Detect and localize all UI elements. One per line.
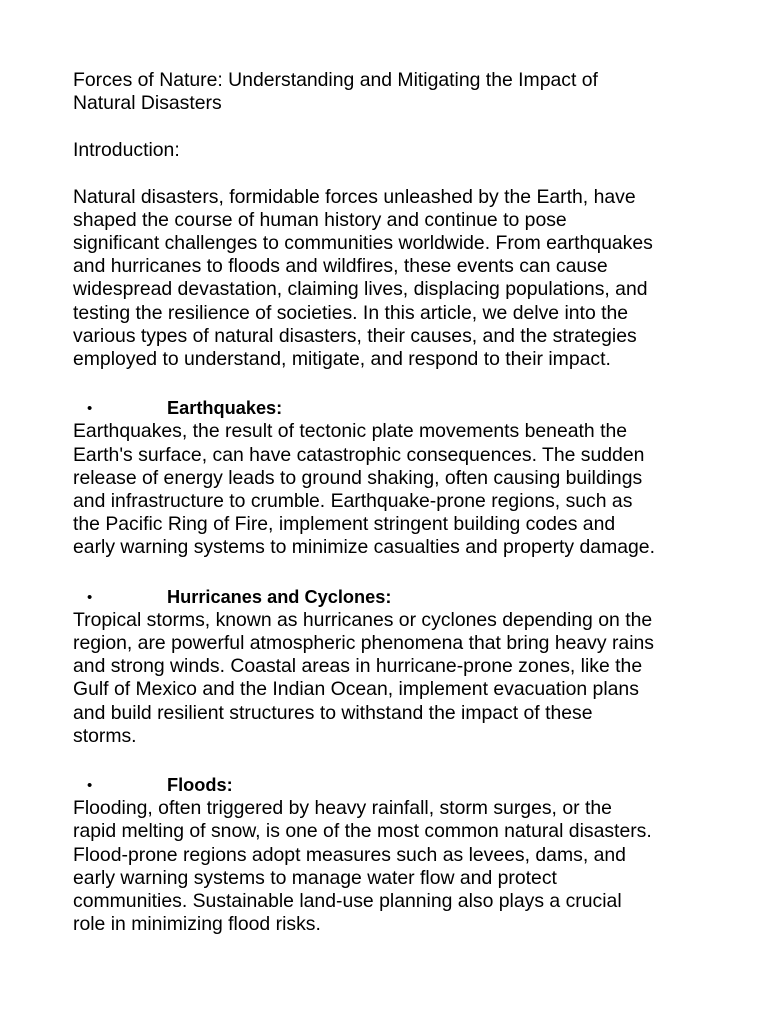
- text-line: widespread devastation, claiming lives, displacing populations, and: [73, 278, 648, 301]
- text-line: rapid melting of snow, is one of the most common natural disasters.: [73, 820, 652, 843]
- section-heading: Hurricanes and Cyclones:: [167, 586, 392, 607]
- text-line: role in minimizing flood risks.: [73, 913, 321, 936]
- text-line: Natural disasters, formidable forces unleashed by the Earth, have: [73, 185, 636, 208]
- text-line: Tropical storms, known as hurricanes or cyclones depending on the: [73, 608, 653, 631]
- text-line: and strong winds. Coastal areas in hurricane-prone zones, like the: [73, 655, 643, 678]
- text-line: early warning systems to manage water flow and protect: [73, 866, 557, 889]
- text-line: Flooding, often triggered by heavy rainfall, storm surges, or the: [73, 797, 612, 820]
- bullet-icon: •: [87, 588, 93, 606]
- intro-heading: Introduction:: [73, 138, 180, 161]
- text-line: employed to understand, mitigate, and respond to their impact.: [73, 348, 611, 371]
- section-floods: [73, 774, 698, 936]
- text-line: region, are powerful atmospheric phenomena that bring heavy rains: [73, 632, 654, 655]
- document-title: [73, 69, 698, 115]
- section-paragraph: [73, 420, 698, 559]
- bullet-icon: •: [87, 777, 93, 795]
- text-line: testing the resilience of societies. In this article, we delve into the: [73, 301, 629, 324]
- text-line: and build resilient structures to withstand the impact of these: [73, 701, 593, 724]
- text-line: Flood-prone regions adopt measures such as levees, dams, and: [73, 843, 626, 866]
- text-line: Earth's surface, can have catastrophic consequences. The sudden: [73, 443, 645, 466]
- text-line: Earthquakes, the result of tectonic plate movements beneath the: [73, 420, 628, 443]
- text-line: storms.: [73, 724, 137, 747]
- section-heading: Floods:: [167, 775, 233, 796]
- text-line: the Pacific Ring of Fire, implement stringent building codes and: [73, 513, 616, 536]
- section-heading-row: [73, 586, 698, 609]
- text-line: and infrastructure to crumble. Earthquake-prone regions, such as: [73, 490, 633, 513]
- text-line: communities. Sustainable land-use planning also plays a crucial: [73, 890, 622, 913]
- section-heading-row: [73, 397, 698, 420]
- text-line: shaped the course of human history and continue to pose: [73, 208, 567, 231]
- section-heading-row: [73, 774, 698, 797]
- section-hurricanes: [73, 586, 698, 748]
- title-line: Natural Disasters: [73, 92, 222, 115]
- section-paragraph: [73, 797, 698, 936]
- text-line: significant challenges to communities worldwide. From earthquakes: [73, 232, 653, 255]
- section-paragraph: [73, 609, 698, 748]
- text-line: release of energy leads to ground shaking, often causing buildings: [73, 466, 643, 489]
- text-line: and hurricanes to floods and wildfires, these events can cause: [73, 255, 608, 278]
- section-heading: Earthquakes:: [167, 398, 283, 419]
- intro-paragraph: [73, 186, 698, 372]
- document-content: [73, 69, 698, 936]
- bullet-icon: •: [87, 400, 93, 418]
- title-line: Forces of Nature: Understanding and Mitigating the Impact of: [73, 69, 598, 91]
- text-line: Gulf of Mexico and the Indian Ocean, implement evacuation plans: [73, 678, 639, 701]
- text-line: early warning systems to minimize casualties and property damage.: [73, 536, 655, 559]
- text-line: various types of natural disasters, their causes, and the strategies: [73, 324, 637, 347]
- section-earthquakes: [73, 397, 698, 559]
